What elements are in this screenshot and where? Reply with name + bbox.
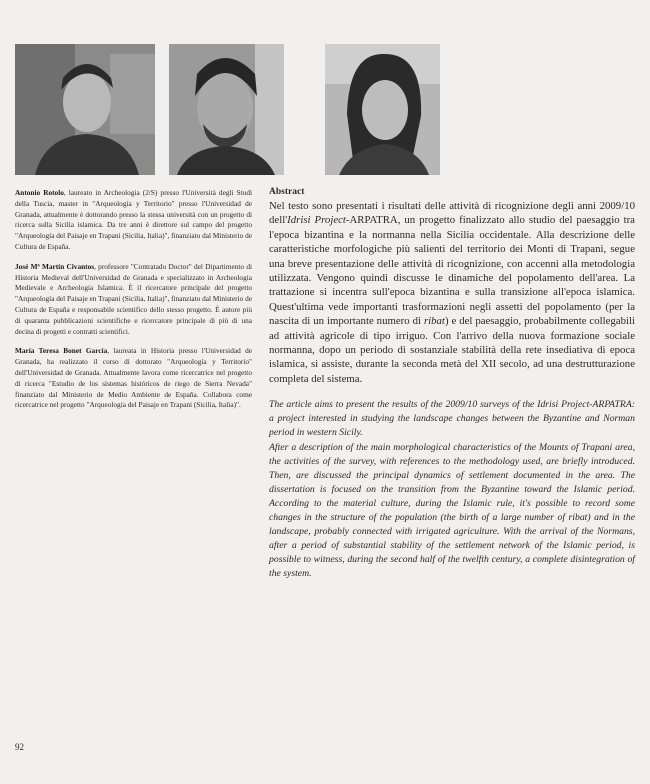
abstract-text: The article aims to present the results of the 2009/10 surveys of the Idrisi Project-ARPATRA: a project interested in studying the landscape changes between the Byzantine and Norman period in western Sicily. [269, 399, 635, 439]
abstract-italic-term: ribat [423, 315, 445, 328]
bio-text: , professore "Contratado Doctor" del Dipartimento di Historia Medieval dell'Universidad de Granada e specializzato in Archeologia Medievale e Archeologia Islamica. È il ricercatore principale del progetto "Arqueología del Paisaje en Trapani (Sicilia, Italia)", finanziato dal Ministerio de Cultura de España e responsabile scientifico dello stesso progetto. È autore più di quaranta pubblicazioni scientifiche e ricercatore principale di più di una decina di progetti e contratti scientifici. [15, 261, 252, 336]
abstract-section [269, 187, 635, 582]
portrait-jose-martin-civantos [169, 44, 284, 175]
abstract-italic-term: Idrisi Project [287, 214, 346, 227]
abstract-italian [269, 199, 635, 386]
bio-text: , laureata in Historia presso l'Universidad de Granada, ha realizzato il corso di dottorato "Arqueología y Territorio" dell'Universidad de Granada. Attualmente lavora come ricercatrice nel progetto di ricerca "Estudio de los sistemas históricos de riego de Sierra Nevada" finanziato dal Ministerio de Medio Ambiente de España. Collabora come ricercatrice nel progetto "Arqueología del Paisaje en Trapani (Sicilia, Italia)". [15, 346, 252, 410]
abstract-text: ) e del paesaggio, probabilmente collegabili ad attività agricole di tipo irriguo. Con l'arrivo della nuova formazione sociale normanna, dopo un periodo di sostanziale stabilità della rete insediativa di epoca islamica, si assiste, durante la seconda metà del XII secolo, ad una destrutturazione completa del sistema. [269, 315, 635, 385]
author-bios [15, 188, 252, 420]
bio-text: , laureato in Archeologia (2/S) presso l'Università degli Studi della Tuscia, master in "Arqueología y Territorio" presso l'Universidad de Granada, attualmente è dottorando presso la stessa università con un progetto di ricerca sulla Sicilia islamica. Da tre anni è direttore sul campo del progetto "Arqueología del Paisaje en Trapani (Sicilia, Italia)", finanziato dal Ministerio de Cultura de España. [15, 188, 252, 251]
abstract-text: After a description of the main morphological characteristics of the Mounts of Trapani area, the activities of the survey, with references to the methodology used, are briefly introduced. Then, are discussed the principal dynamics of settlement documented in the area. The dissertation is focused on the transition from the Byzantine toward the Islamic period. According to the material culture, during the Islamic rule, it's possible to record some changes in the structure of the population (the birth of a large number of ribat) and in the landscape, probably connected with irrigated agriculture. With the arrival of the Normans, after a period of substantial stability of the settlement network of the Islamic period, is possible to witness, during the second half of the twelfth century, a complete disintegration of the system. [269, 441, 635, 580]
bio-name: María Teresa Bonet García [15, 346, 108, 356]
page-number: 92 [15, 742, 24, 752]
bio-name: José Mª Martín Civantos [15, 261, 95, 271]
portrait-antonio-rotolo [15, 44, 155, 175]
bio-name: Antonio Rotolo [15, 188, 64, 197]
abstract-english [269, 398, 635, 581]
portrait-maria-teresa-bonet-garcia [325, 44, 440, 175]
abstract-heading: Abstract [269, 187, 305, 197]
bio-jose-martin-civantos [15, 262, 252, 338]
bio-maria-teresa-bonet-garcia [15, 346, 252, 411]
bio-antonio-rotolo [15, 188, 252, 253]
abstract-text: -ARPATRA, un progetto finalizzato allo studio del paesaggio tra l'epoca bizantina e la normanna nella Sicilia occidentale. Alla descrizione delle caratteristiche morfologiche più salienti del territorio dei Monti di Trapani, segue una breve presentazione delle attività di ricognizione, con accenni alla metodologia utilizzata. Vengono quindi discusse le dinamiche del popolamento dell'area. La trattazione si incentra sull'epoca bizantina e sulla transizione all'epoca islamica. Quest'ultima vede importanti trasformazioni negli assetti del popolamento (per la nascita di un importante numero di [269, 214, 635, 328]
abstract-text: Nel testo sono presentati i risultati delle attività di ricognizione degli anni 2009/10 dell' [269, 200, 635, 227]
